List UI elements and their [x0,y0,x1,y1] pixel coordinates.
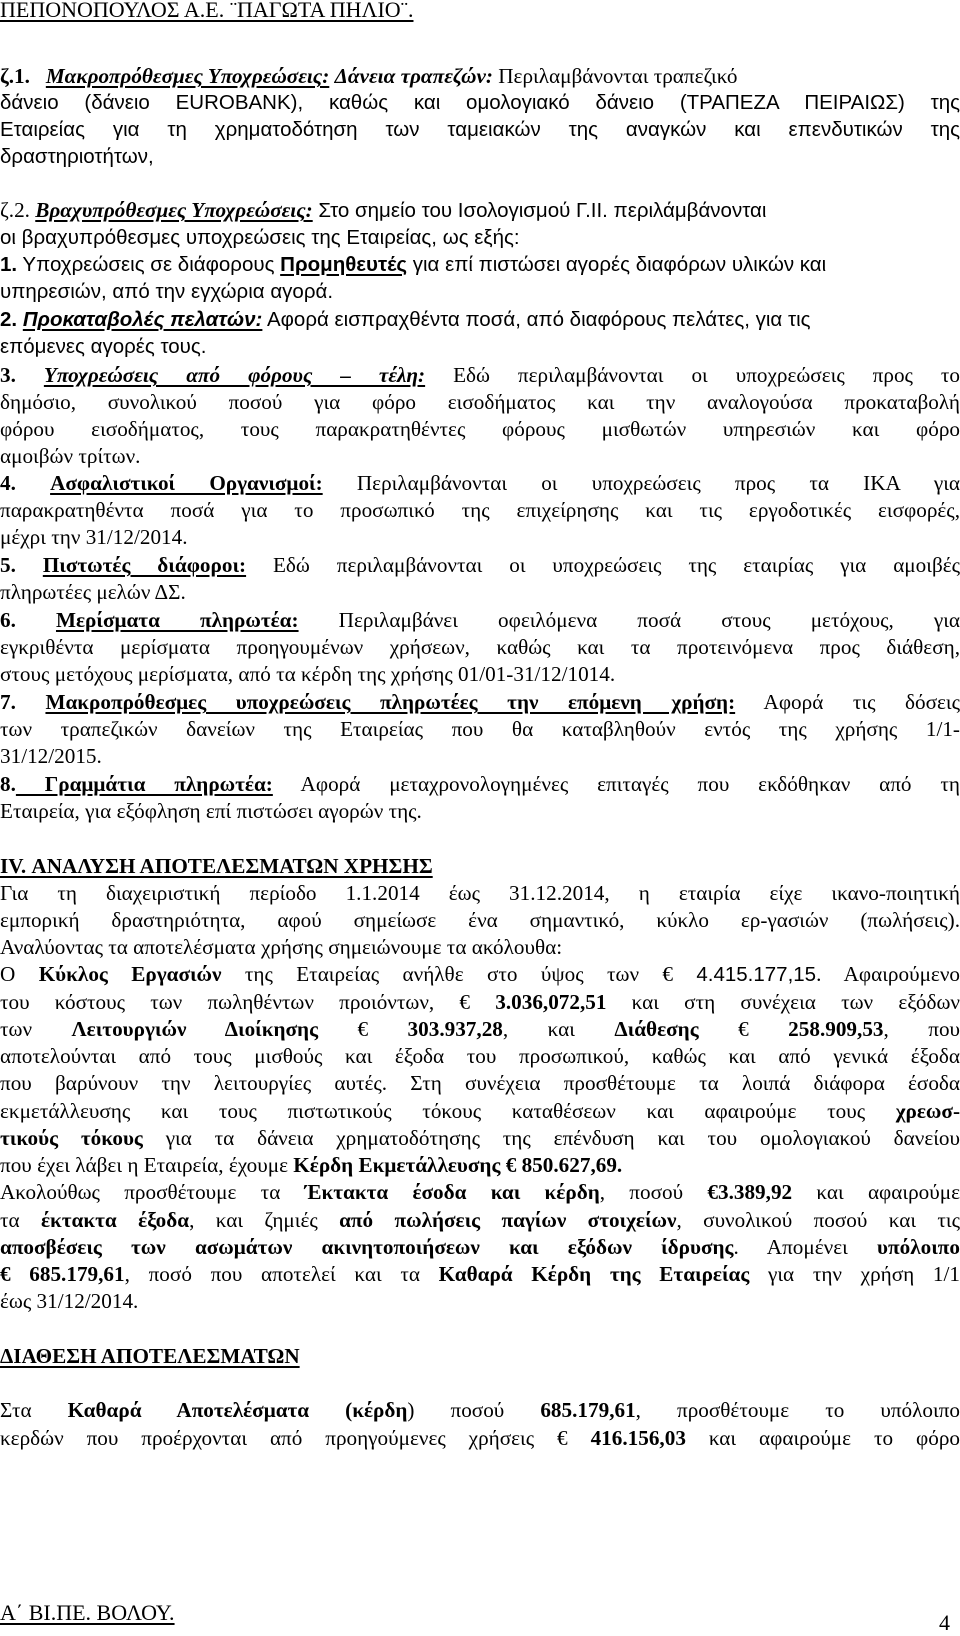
section-4-line-9: εκμετάλλευσης και τους πιστωτικούς τόκους καταθέσεων και αφαιρούμε τους χρεωσ- [0,1099,960,1123]
section-4-line-10: τικούς τόκους για τα δάνεια χρηματοδότησης της επένδυση και του ομολογιακού δανείου [0,1126,960,1150]
z1-subheading: Δάνεια τραπεζών: [334,64,493,88]
item-3-line-1: 3. Υποχρεώσεις από φόρους – τέλη: Εδώ περιλαμβάνονται οι υποχρεώσεις προς το [0,363,960,387]
retained-earnings-amount: 416.156,03 [590,1426,686,1450]
item-1-line-2: υπηρεσιών, από την εγχώρια αγορά. [0,280,334,303]
z2-number: ζ.2. [0,198,30,222]
item-6-line-1: 6. Μερίσματα πληρωτέα: Περιλαμβάνει οφειλόμενα ποσά στους μετόχους, για [0,608,960,632]
item-4-line-1: 4. Ασφαλιστικοί Οργανισμοί: Περιλαμβάνονται οι υποχρεώσεις προς τα ΙΚΑ για [0,471,960,495]
z1-text: Περιλαμβάνονται τραπεζικό [492,64,738,88]
section-4-line-3: Αναλύοντας τα αποτελέσματα χρήσης σημειώνουμε τα ακόλουθα: [0,935,563,959]
item-8-line-1: 8. Γραμμάτια πληρωτέα: Αφορά μεταχρονολογημένες επιταγές που εκδόθηκαν από τη [0,772,960,796]
item-8-line-2: Εταιρεία, για εξόφληση επί πιστώσει αγορών της. [0,799,422,823]
item-2-line-2: επόμενες αγορές τους. [0,335,207,358]
net-results-amount: 685.179,61 [540,1398,636,1422]
distribution-line-2: κερδών που προέρχονται από προηγούμενες χρήσεις € 416.156,03 και αφαιρούμε το φόρο [0,1426,960,1450]
item-1-line-1: 1. Υποχρεώσεις σε διάφορους Προμηθευτές για επί πιστώσει αγορές διαφόρων υλικών και [0,253,827,276]
z1-line-2: δάνειο (δάνειο EUROBANK), καθώς και ομολογιακό δάνειο (ΤΡΑΠΕΖΑ ΠΕΙΡΑΙΩΣ) της [0,91,960,114]
section-4-line-5: του κόστους των πωληθέντων προιόντων, € 3.036,072,51 και στη συνέχεια των εξόδων [0,990,960,1014]
section-4-title: IV. ΑΝΑΛΥΣΗ ΑΠΟΤΕΛΕΣΜΑΤΩΝ ΧΡΗΣΗΣ [0,854,433,878]
z2-text: Στο σημείο του Ισολογισμού Γ.ΙΙ. περιλάμβάνονται [312,199,767,222]
admin-expenses-amount: 303.937,28 [407,1017,503,1041]
distribution-line-1: Στα Καθαρά Αποτελέσματα (κέρδη) ποσού 685.179,61, προσθέτουμε το υπόλοιπο [0,1398,960,1422]
section-4-line-6: των Λειτουργιών Διοίκησης € 303.937,28, και Διάθεσης € 258.909,53, που [0,1017,960,1041]
section-4-line-12: Ακολούθως προσθέτουμε τα Έκτακτα έσοδα και κέρδη, ποσού €3.389,92 και αφαιρούμε [0,1180,960,1204]
section-4-line-2: εμπορική δραστηριότητα, αφού σημείωσε ένα σημαντικό, κύκλο ερ-γασιών (πωλήσεις). [0,908,960,932]
company-header: ΠΕΠΟΝΟΠΟΥΛΟΣ Α.Ε. ¨ΠΑΓΩΤΑ ΠΗΛΙΟ¨. [0,0,414,22]
item-1-term: Προμηθευτές [280,253,408,276]
z2-heading: Βραχυπρόθεσμες Υποχρεώσεις: [35,198,313,222]
item-8-term: Γραμμάτια πληρωτέα: [15,772,273,796]
item-6-term: Μερίσματα πληρωτέα: [55,608,299,632]
item-3-line-2: δημόσιο, συνολικού ποσού για φόρο εισοδήματος και την αναλογούσα προκαταβολή [0,390,960,414]
section-4-line-4: Ο Κύκλος Εργασιών της Εταιρείας ανήλθε στο ύψος των € 4.415.177,15. Αφαιρούμενο [0,962,960,986]
section-4-line-8: που βαρύνουν την λειτουργίες αυτές. Στη συνέχεια προσθέτουμε τα λοιπά διάφορα έσοδα [0,1071,960,1095]
footer-address: Α΄ ΒΙ.ΠΕ. ΒΟΛΟΥ. [0,1600,175,1625]
item-5-term: Πιστωτές διάφοροι: [42,553,247,577]
item-7-line-3: 31/12/2015. [0,744,102,768]
item-2-term: Προκαταβολές πελατών: [22,308,263,331]
item-4-term: Ασφαλιστικοί Οργανισμοί: [50,471,323,495]
section-4-line-15: € 685.179,61, ποσό που αποτελεί και τα Καθαρά Κέρδη της Εταιρείας για την χρήση 1/1 [0,1262,960,1286]
z1-line-1 [0,64,960,88]
turnover-amount: 4.415.177,15 [696,963,817,986]
z2-line-1 [0,198,960,223]
item-4-line-2: παρακρατηθέντα ποσά για το προσωπικό της επιχείρησης και τις εργοδοτικές εισφορές, [0,498,960,522]
z1-number: ζ.1. [0,64,30,88]
item-3-line-4: αμοιβών τρίτων. [0,444,141,468]
section-4-line-1: Για τη διαχειριστική περίοδο 1.1.2014 έως 31.12.2014, η εταιρία είχε ικανο-ποιητική [0,881,960,905]
distribution-expenses-amount: 258.909,53 [788,1017,884,1041]
item-4-line-3: μέχρι την 31/12/2014. [0,525,188,549]
extraordinary-income-amount: €3.389,92 [707,1180,793,1204]
section-4-line-13: τα έκτακτα έξοδα, και ζημιές από πωλήσεις παγίων στοιχείων, συνολικού ποσού και τις [0,1208,960,1232]
item-7-line-1: 7. Μακροπρόθεσμες υποχρεώσεις πληρωτέες την επόμενη χρήση: Αφορά τις δόσεις [0,690,960,714]
cost-of-sales-amount: 3.036,072,51 [495,990,607,1014]
section-4-line-14: αποσβέσεις των ασωμάτων ακινητοποιήσεων και εξόδων ίδρυσης. Απομένει υπόλοιπο [0,1235,960,1259]
page-number: 4 [939,1610,950,1635]
section-4-line-11: που έχει λάβει η Εταιρεία, έχουμε Κέρδη Εκμετάλλευσης € 850.627,69. [0,1153,623,1177]
item-6-line-3: στους μετόχους μερίσματα, από τα κέρδη της χρήσης 01/01-31/12/1014. [0,662,616,686]
distribution-title: ΔΙΑΘΕΣΗ ΑΠΟΤΕΛΕΣΜΑΤΩΝ [0,1344,300,1368]
z1-heading: Μακροπρόθεσμες Υποχρεώσεις: [45,64,330,88]
item-5-line-1: 5. Πιστωτές διάφοροι: Εδώ περιλαμβάνονται οι υποχρεώσεις της εταιρίας για αμοιβές [0,553,960,577]
item-3-term: Υποχρεώσεις από φόρους – τέλη: [43,363,426,387]
item-3-line-3: φόρου εισοδήματος, τους παρακρατηθέντες φόρους μισθωτών υπηρεσιών και φόρο [0,417,960,441]
section-4-line-7: αποτελούνται από τους μισθούς και έξοδα του προσωπικού, καθώς και από γενικά έξοδα [0,1044,960,1068]
net-profit-amount: € 685.179,61 [0,1262,125,1286]
item-7-line-2: των τραπεζικών δανείων της Εταιρείας που θα καταβληθούν εντός της χρήσης 1/1- [0,717,960,741]
operating-profit: Κέρδη Εκμετάλλευσης € 850.627,69. [293,1153,623,1177]
item-5-line-2: πληρωτέες μελών ΔΣ. [0,580,186,604]
section-4-line-16: έως 31/12/2014. [0,1289,139,1313]
item-2-line-1: 2. Προκαταβολές πελατών: Αφορά εισπραχθέντα ποσά, από διαφόρους πελάτες, για τις [0,308,811,331]
item-7-term: Μακροπρόθεσμες υποχρεώσεις πληρωτέες την επόμενη χρήση: [45,690,736,714]
z2-line-2: οι βραχυπρόθεσμες υποχρεώσεις της Εταιρείας, ως εξής: [0,226,520,249]
item-6-line-2: εγκριθέντα μερίσματα προηγουμένων χρήσεων, καθώς και τα προτεινόμενα προς διάθεση, [0,635,960,659]
z1-line-4: δραστηριοτήτων, [0,145,154,168]
z1-line-3: Εταιρείας για τη χρηματοδότηση των ταμειακών της αναγκών και επενδυτικών της [0,118,960,141]
